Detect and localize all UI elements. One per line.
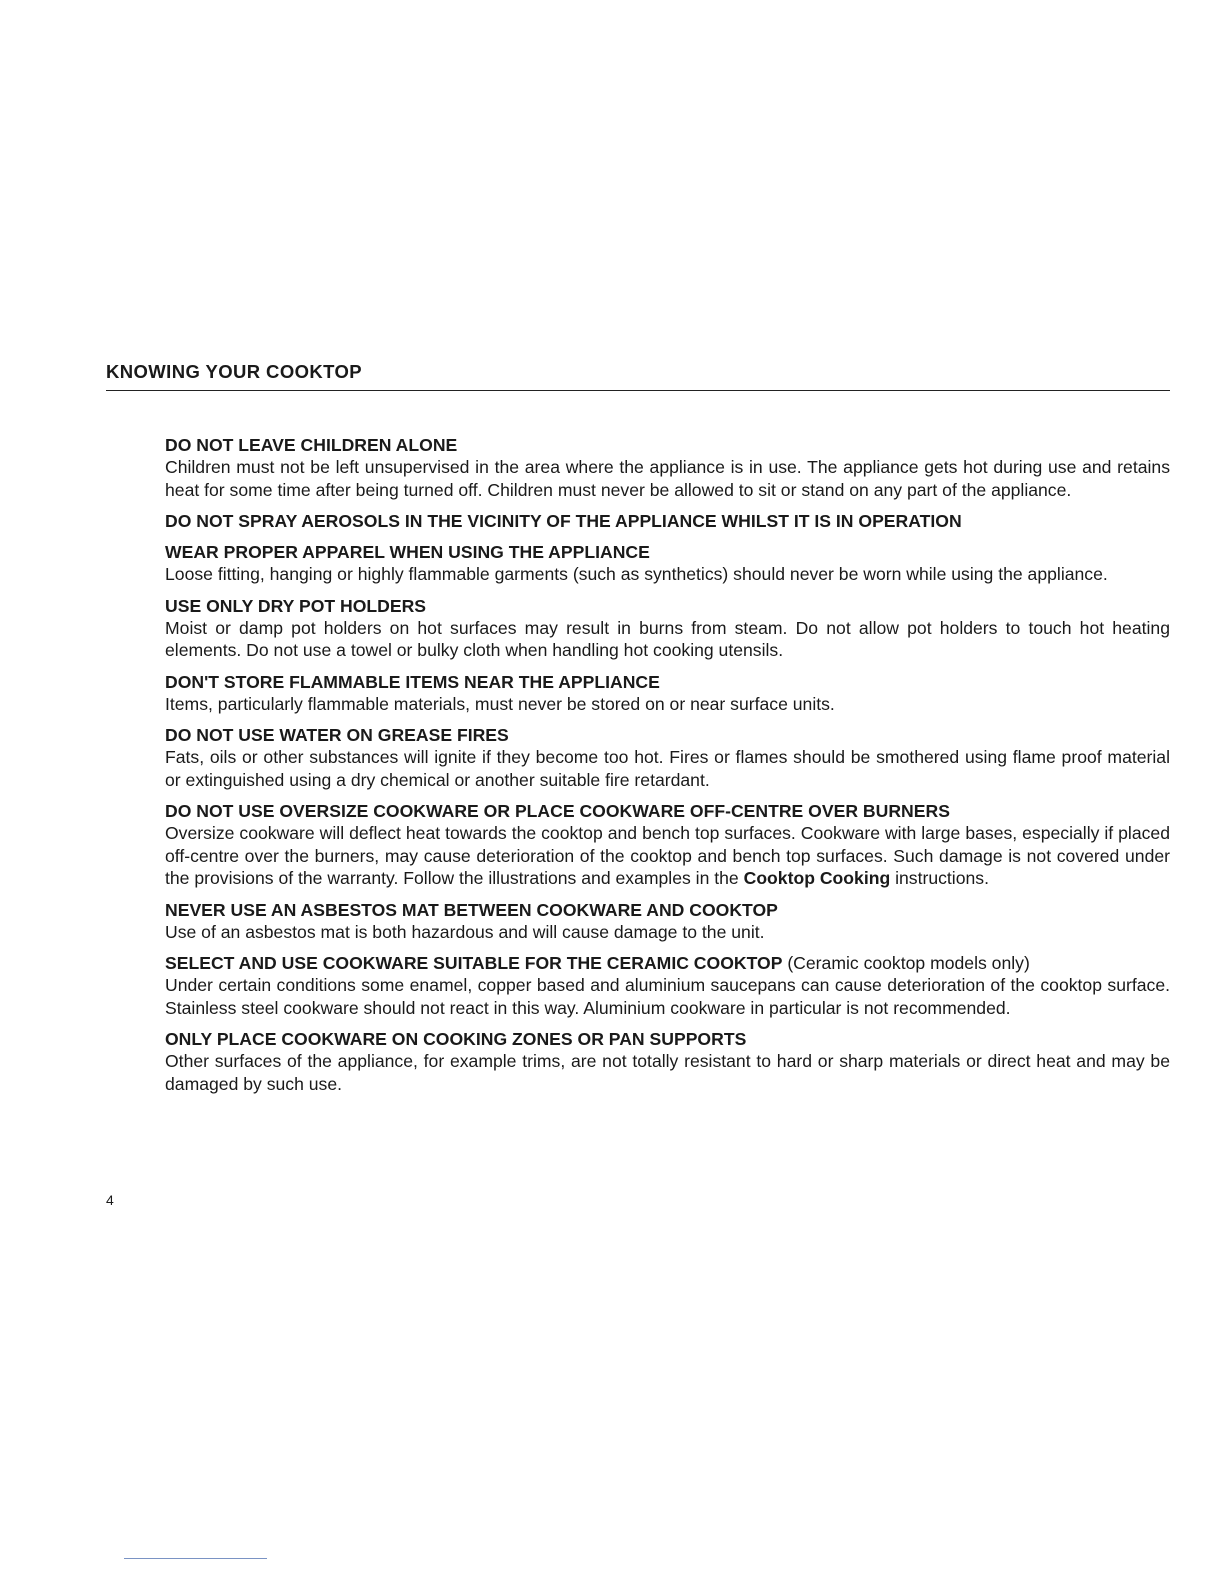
instruction-text: Use of an asbestos mat is both hazardous and will cause damage to the unit. <box>165 921 765 942</box>
header-divider <box>106 390 1170 391</box>
page-header <box>106 361 1170 391</box>
instruction-heading: NEVER USE AN ASBESTOS MAT BETWEEN COOKWARE AND COOKTOP <box>165 899 778 920</box>
footer-divider <box>124 1558 267 1559</box>
instruction-heading: ONLY PLACE COOKWARE ON COOKING ZONES OR PAN SUPPORTS <box>165 1029 747 1049</box>
instruction-text: Fats, oils or other substances will ignite if they become too hot. Fires or flames should be smothered using flame proof material or extinguished using a dry chemical or another suitable fire retardant. <box>165 747 1170 790</box>
instruction-heading-suffix: (Ceramic cooktop models only) <box>782 953 1030 973</box>
instruction-item <box>165 724 1170 791</box>
instruction-text: Moist or damp pot holders on hot surfaces may result in burns from steam. Do not allow pot holders to touch hot heating elements. Do not use a towel or bulky cloth when handling hot cooking utensils. <box>165 617 1170 660</box>
instruction-text: Children must not be left unsupervised in the area where the appliance is in use. The appliance gets hot during use and retains heat for some time after being turned off. Children must never be allowed to sit or stand on any part of the appliance. <box>165 457 1170 500</box>
instruction-text: Under certain conditions some enamel, copper based and aluminium saucepans can cause deterioration of the cooktop surface. Stainless steel cookware should not react in this way. Aluminium cookware in particular is not recommended. <box>165 975 1170 1018</box>
instruction-text: Other surfaces of the appliance, for example trims, are not totally resistant to hard or sharp materials or direct heat and may be damaged by such use. <box>165 1051 1170 1094</box>
instruction-heading: DON'T STORE FLAMMABLE ITEMS NEAR THE APPLIANCE <box>165 671 660 692</box>
instruction-item <box>165 434 1170 501</box>
instruction-item <box>165 1028 1170 1095</box>
instruction-item <box>165 595 1170 662</box>
instruction-text: Items, particularly flammable materials, must never be stored on or near surface units. <box>165 693 835 714</box>
instruction-item <box>165 510 1170 532</box>
instruction-item <box>165 541 1170 586</box>
instruction-text-end: instructions. <box>890 868 989 888</box>
instruction-heading: SELECT AND USE COOKWARE SUITABLE FOR THE CERAMIC COOKTOP <box>165 953 783 973</box>
cooktop-cooking-reference: Cooktop Cooking <box>743 868 891 888</box>
instruction-heading: DO NOT USE OVERSIZE COOKWARE OR PLACE COOKWARE OFF-CENTRE OVER BURNERS <box>165 801 950 821</box>
instruction-item <box>165 952 1170 1019</box>
section-title: KNOWING YOUR COOKTOP <box>106 361 363 382</box>
instruction-item <box>165 800 1170 890</box>
instruction-heading: WEAR PROPER APPAREL WHEN USING THE APPLIANCE <box>165 542 650 562</box>
safety-instructions <box>165 434 1170 1104</box>
instruction-heading: DO NOT USE WATER ON GREASE FIRES <box>165 725 509 745</box>
instruction-text-main: Oversize cookware will deflect heat towards the cooktop and bench top surfaces. Cookware with large bases, especially if placed off-centre over the burners, may cause deterioration of the cooktop and bench top surfaces. Such damage is not covered under the provisions of the warranty. Follow the illustrations and examples in the <box>165 823 1170 888</box>
instruction-text <box>165 822 1170 890</box>
instruction-heading: DO NOT SPRAY AEROSOLS IN THE VICINITY OF THE APPLIANCE WHILST IT IS IN OPERATION <box>165 511 962 531</box>
instruction-heading: DO NOT LEAVE CHILDREN ALONE <box>165 435 458 455</box>
instruction-text: Loose fitting, hanging or highly flammable garments (such as synthetics) should never be worn while using the appliance. <box>165 564 1108 584</box>
instruction-item <box>165 671 1170 716</box>
page-number: 4 <box>106 1192 114 1208</box>
instruction-heading-wrapper <box>165 952 1170 974</box>
instruction-heading: USE ONLY DRY POT HOLDERS <box>165 595 427 616</box>
instruction-item <box>165 899 1170 944</box>
